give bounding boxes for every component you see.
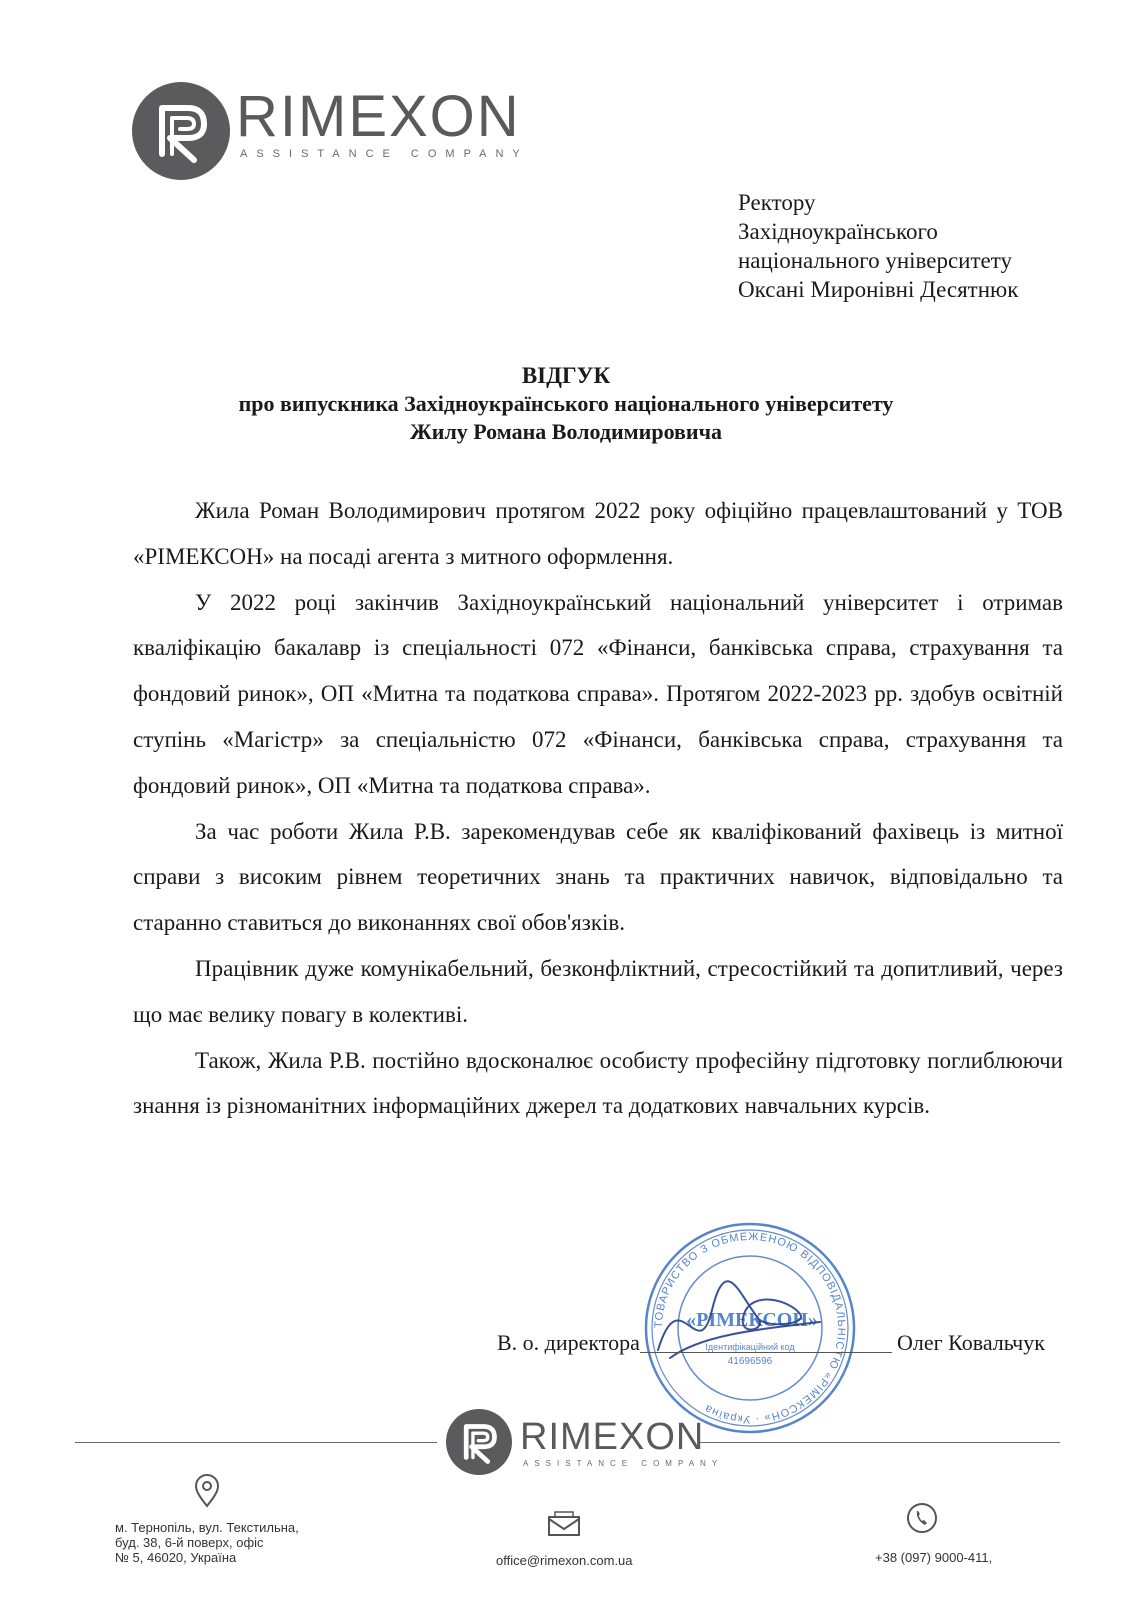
- title-subject: про випускника Західноукраїнського національного університету: [238, 391, 894, 416]
- phone-icon: [906, 1502, 938, 1534]
- document-title: [0, 362, 1132, 446]
- body-paragraph: Також, Жила Р.В. постійно вдосконалює особисту професійну підготовку поглиблюючи знання із різноманітних інформаційних джерел та додаткових навчальних курсів.: [133, 1047, 1063, 1119]
- footer-logo-mark: [446, 1409, 512, 1475]
- addressee-block: [738, 188, 1018, 304]
- address-line: № 5, 46020, Україна: [115, 1550, 237, 1565]
- signature-line: [640, 1352, 892, 1353]
- signatory-name: Олег Ковальчук: [897, 1330, 1045, 1355]
- stamp-code: 41696596: [727, 1356, 773, 1367]
- stamp-center: «РІМЕКСОН»: [686, 1309, 818, 1331]
- envelope-icon: [547, 1509, 581, 1537]
- letter-body: [133, 488, 1063, 1129]
- stamp-code-label: Ідентифікаційний код: [705, 1342, 795, 1352]
- addressee-line: Ректору: [738, 190, 816, 215]
- location-pin-icon: [193, 1474, 221, 1508]
- footer-logo-wordmark: RIMEXON: [520, 1416, 705, 1458]
- footer-address: [115, 1520, 299, 1565]
- body-paragraph: За час роботи Жила Р.В. зарекомендував себе як кваліфікований фахівець із митної справи з високим рівнем теоретичних знань та практичних навичок, відповідально та старанно ставиться до виконаннях свої обов'язків.: [133, 818, 1063, 936]
- logo-tagline: ASSISTANCE COMPANY: [240, 148, 529, 160]
- signatory-role: В. о. директора: [497, 1330, 640, 1355]
- company-stamp: [640, 1218, 860, 1438]
- logo-wordmark: RIMEXON: [236, 84, 521, 149]
- stamp-ring-text: ТОВАРИСТВО З ОБМЕЖЕНОЮ ВІДПОВІДАЛЬНІСТЮ «РІМЕКСОН» · Україна: [652, 1230, 848, 1426]
- addressee-line: Оксані Миронівні Десятнюк: [738, 277, 1019, 302]
- footer-email: office@rimexon.com.ua: [496, 1553, 633, 1568]
- logo-mark: [132, 82, 230, 180]
- address-line: м. Тернопіль, вул. Текстильна,: [115, 1520, 299, 1535]
- addressee-line: національного університету: [738, 248, 1012, 273]
- footer-phone: +38 (097) 9000-411,: [875, 1550, 993, 1565]
- address-line: буд. 38, 6-й поверх, офіс: [115, 1535, 264, 1550]
- body-paragraph: Жила Роман Володимирович протягом 2022 року офіційно працевлаштований у ТОВ «РІМЕКСОН» на посаді агента з митного оформлення.: [133, 498, 1063, 569]
- title-person: Жилу Романа Володимировича: [410, 419, 722, 444]
- title-heading: ВІДГУК: [521, 363, 611, 388]
- body-paragraph: Працівник дуже комунікабельний, безконфліктний, стресостійкий та допитливий, через що має велику повагу в колективі.: [133, 955, 1063, 1027]
- footer-divider-right: [700, 1442, 1060, 1443]
- body-paragraph: У 2022 році закінчив Західноукраїнський національний університет і отримав кваліфікацію бакалавр із спеціальності 072 «Фінанси, банківська справа, страхування та фондовий ринок», ОП «Митна та податкова справа». Протягом 2022-2023 рр. здобув освітній ступінь «Магістр» за спеціальністю 072 «Фінанси, банківська справа, страхування та фондовий ринок», ОП «Митна та податкова справа».: [133, 589, 1063, 798]
- footer-logo-tagline: ASSISTANCE COMPANY: [523, 1459, 724, 1468]
- addressee-line: Західноукраїнського: [738, 219, 938, 244]
- footer-divider-left: [75, 1442, 437, 1443]
